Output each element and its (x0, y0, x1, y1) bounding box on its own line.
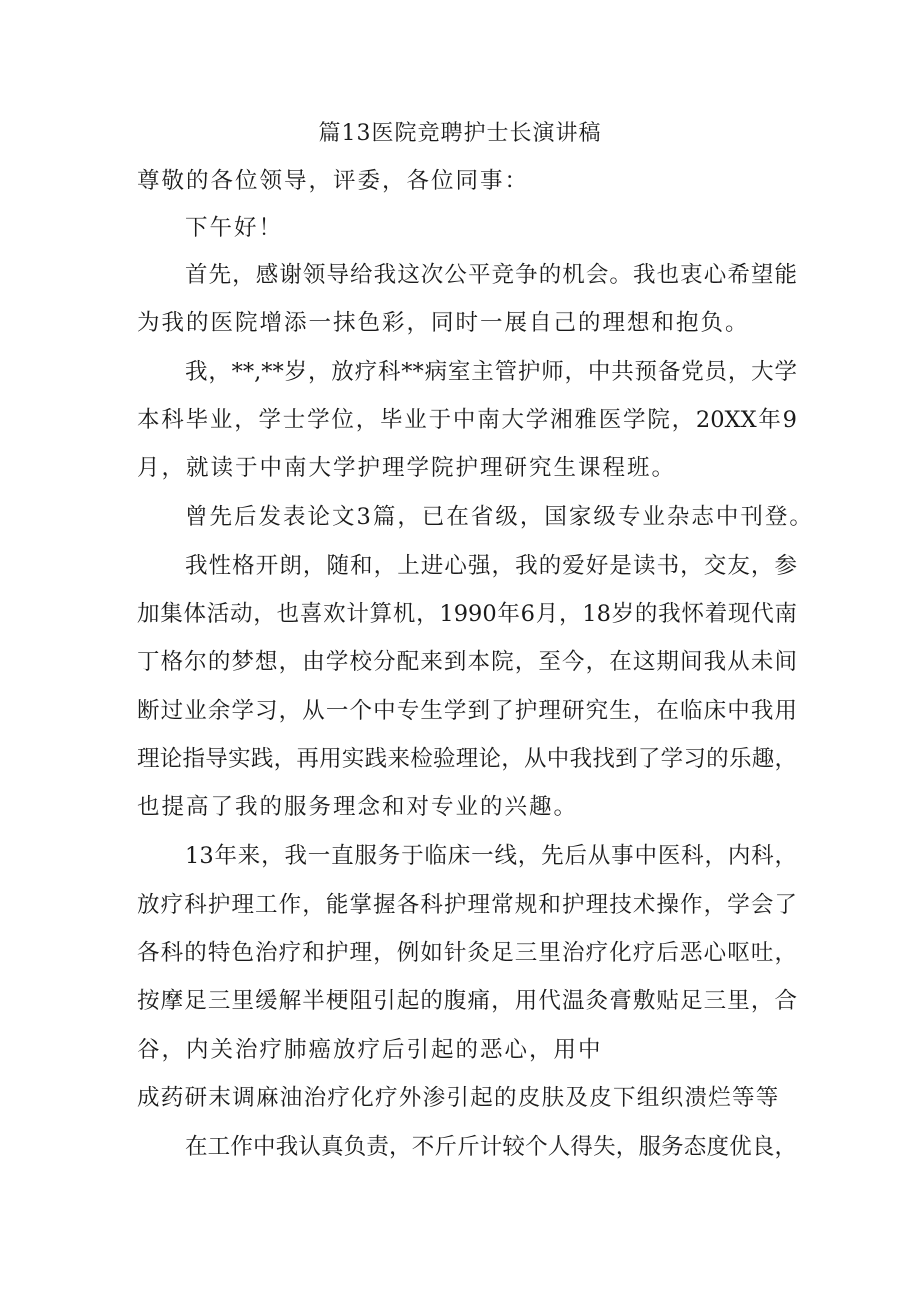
paragraph-line: 按摩足三里缓解半梗阻引起的腹痛，用代温灸膏敷贴足三里，合 (137, 988, 797, 1014)
paragraph-line: 首先，感谢领导给我这次公平竞争的机会。我也衷心希望能 (185, 262, 797, 288)
paragraph-line: 本科毕业，学士学位，毕业于中南大学湘雅医学院，20XX年9 (137, 407, 797, 433)
paragraph-line: 为我的医院增添一抹色彩，同时一展自己的理想和抱负。 (137, 310, 750, 336)
salutation-line: 尊敬的各位领导，评委，各位同事： (137, 168, 530, 194)
paragraph-line: 在工作中我认真负责，不斤斤计较个人得失，服务态度优良， (185, 1134, 797, 1160)
paragraph-line: 加集体活动，也喜欢计算机，1990年6月，18岁的我怀着现代南 (137, 601, 797, 627)
paragraph-line: 13年来，我一直服务于临床一线，先后从事中医科，内科， (185, 843, 797, 869)
paragraph-line: 月，就读于中南大学护理学院护理研究生课程班。 (137, 455, 677, 481)
paragraph-line: 成药研末调麻油治疗化疗外渗引起的皮肤及皮下组织溃烂等等 (137, 1085, 780, 1111)
paragraph-line: 我，**,**岁，放疗科**病室主管护师，中共预备党员，大学 (185, 359, 797, 385)
paragraph-line: 理论指导实践，再用实践来检验理论，从中我找到了学习的乐趣， (137, 746, 797, 772)
paragraph-line: 丁格尔的梦想，由学校分配来到本院，至今，在这期间我从未间 (137, 649, 797, 675)
greeting-line: 下午好！ (185, 215, 284, 241)
paragraph-line: 曾先后发表论文3篇，已在省级，国家级专业杂志中刊登。 (185, 504, 814, 530)
paragraph-line: 各科的特色治疗和护理，例如针灸足三里治疗化疗后恶心呕吐， (137, 940, 797, 966)
paragraph-line: 谷，内关治疗肺癌放疗后引起的恶心，用中 (137, 1037, 603, 1063)
paragraph-line: 放疗科护理工作，能掌握各科护理常规和护理技术操作，学会了 (137, 892, 797, 918)
paragraph-line: 我性格开朗，随和，上进心强，我的爱好是读书，交友，参 (185, 553, 797, 579)
paragraph-line: 也提高了我的服务理念和对专业的兴趣。 (137, 794, 579, 820)
paragraph-line: 断过业余学习，从一个中专生学到了护理研究生，在临床中我用 (137, 698, 797, 724)
document-title: 篇13医院竞聘护士长演讲稿 (318, 121, 602, 146)
